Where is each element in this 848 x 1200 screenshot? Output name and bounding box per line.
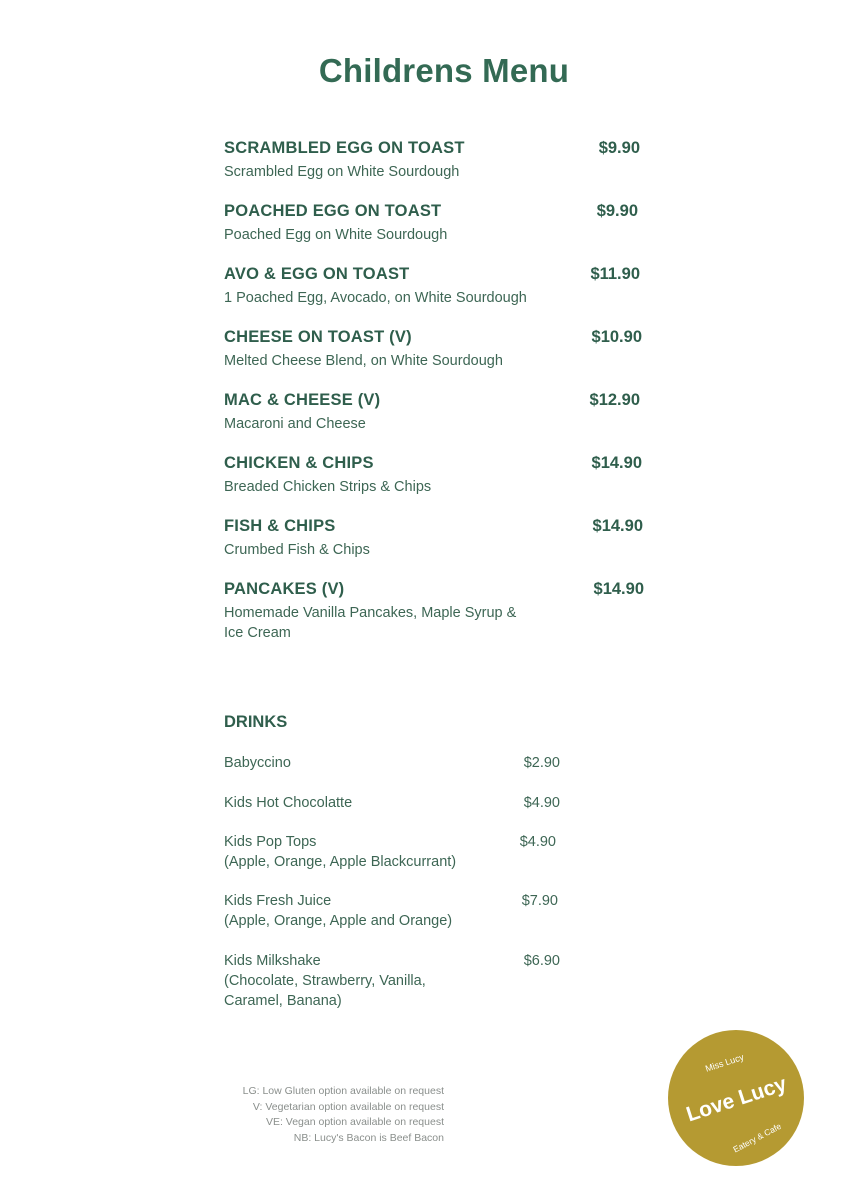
item-name: SCRAMBLED EGG ON TOAST [224, 139, 465, 157]
drink-item [224, 832, 564, 872]
item-description: Scrambled Egg on White Sourdough [224, 164, 460, 180]
item-price: $11.90 [590, 265, 640, 283]
item-name: AVO & EGG ON TOAST [224, 265, 410, 283]
item-price: $9.90 [596, 202, 638, 220]
love-lucy-logo [668, 1030, 804, 1166]
drink-detail: (Chocolate, Strawberry, Vanilla, Caramel, Banana) [224, 973, 426, 1009]
logo-top-text: Miss Lucy [703, 1051, 746, 1074]
drink-item [224, 951, 564, 1011]
drinks-heading: DRINKS [224, 713, 288, 731]
item-description: Crumbed Fish & Chips [224, 542, 370, 558]
drink-name: Kids Pop Tops [224, 834, 317, 850]
menu-item [224, 265, 644, 308]
drink-name: Kids Fresh Juice [224, 893, 332, 909]
menu-item [224, 328, 644, 371]
logo-main-text: Love Lucy [683, 1072, 790, 1127]
drink-detail: (Apple, Orange, Apple Blackcurrant) [224, 854, 457, 870]
item-price: $14.90 [593, 580, 644, 598]
item-name: PANCAKES (V) [224, 580, 345, 598]
logo-graphic [668, 1030, 804, 1166]
item-description: Poached Egg on White Sourdough [224, 227, 448, 243]
drink-item [224, 793, 564, 813]
item-name: MAC & CHEESE (V) [224, 391, 381, 409]
note-line: V: Vegetarian option available on request [252, 1100, 444, 1113]
item-price: $12.90 [589, 391, 640, 409]
item-name: FISH & CHIPS [224, 517, 336, 535]
item-price: $14.90 [591, 454, 642, 472]
item-description: Breaded Chicken Strips & Chips [224, 479, 432, 495]
drink-name: Kids Milkshake [224, 953, 321, 969]
item-price: $14.90 [592, 517, 643, 535]
drink-item [224, 891, 564, 931]
menu-item [224, 517, 644, 560]
drink-price: $6.90 [523, 953, 560, 969]
menu-item [224, 454, 644, 497]
menu-item [224, 202, 644, 245]
menu-title: Childrens Menu [318, 52, 570, 89]
item-name: POACHED EGG ON TOAST [224, 202, 442, 220]
menu-item [224, 391, 644, 434]
item-price: $9.90 [598, 139, 640, 157]
drink-detail: (Apple, Orange, Apple and Orange) [224, 913, 453, 929]
item-description: Melted Cheese Blend, on White Sourdough [224, 353, 503, 369]
drink-name: Babyccino [224, 755, 291, 771]
note-line: VE: Vegan option available on request [265, 1116, 444, 1128]
item-description: Macaroni and Cheese [224, 416, 366, 432]
logo-bottom-text: Eatery & Cafe [731, 1120, 783, 1155]
drink-name: Kids Hot Chocolatte [224, 795, 353, 811]
item-name: CHEESE ON TOAST (V) [224, 328, 412, 346]
drink-price: $4.90 [523, 795, 560, 811]
item-price: $10.90 [591, 328, 642, 346]
item-description: Homemade Vanilla Pancakes, Maple Syrup & Ice Cream [224, 605, 517, 641]
menu-item [224, 139, 644, 182]
note-line: NB: Lucy's Bacon is Beef Bacon [293, 1131, 444, 1144]
item-name: CHICKEN & CHIPS [224, 454, 374, 472]
dietary-notes [150, 1084, 444, 1146]
drink-price: $2.90 [523, 755, 560, 771]
drink-item [224, 753, 564, 773]
menu-item [224, 580, 644, 643]
note-line: LG: Low Gluten option available on request [242, 1085, 444, 1097]
drink-price: $4.90 [519, 834, 556, 850]
item-description: 1 Poached Egg, Avocado, on White Sourdough [224, 290, 527, 306]
drink-price: $7.90 [521, 893, 558, 909]
